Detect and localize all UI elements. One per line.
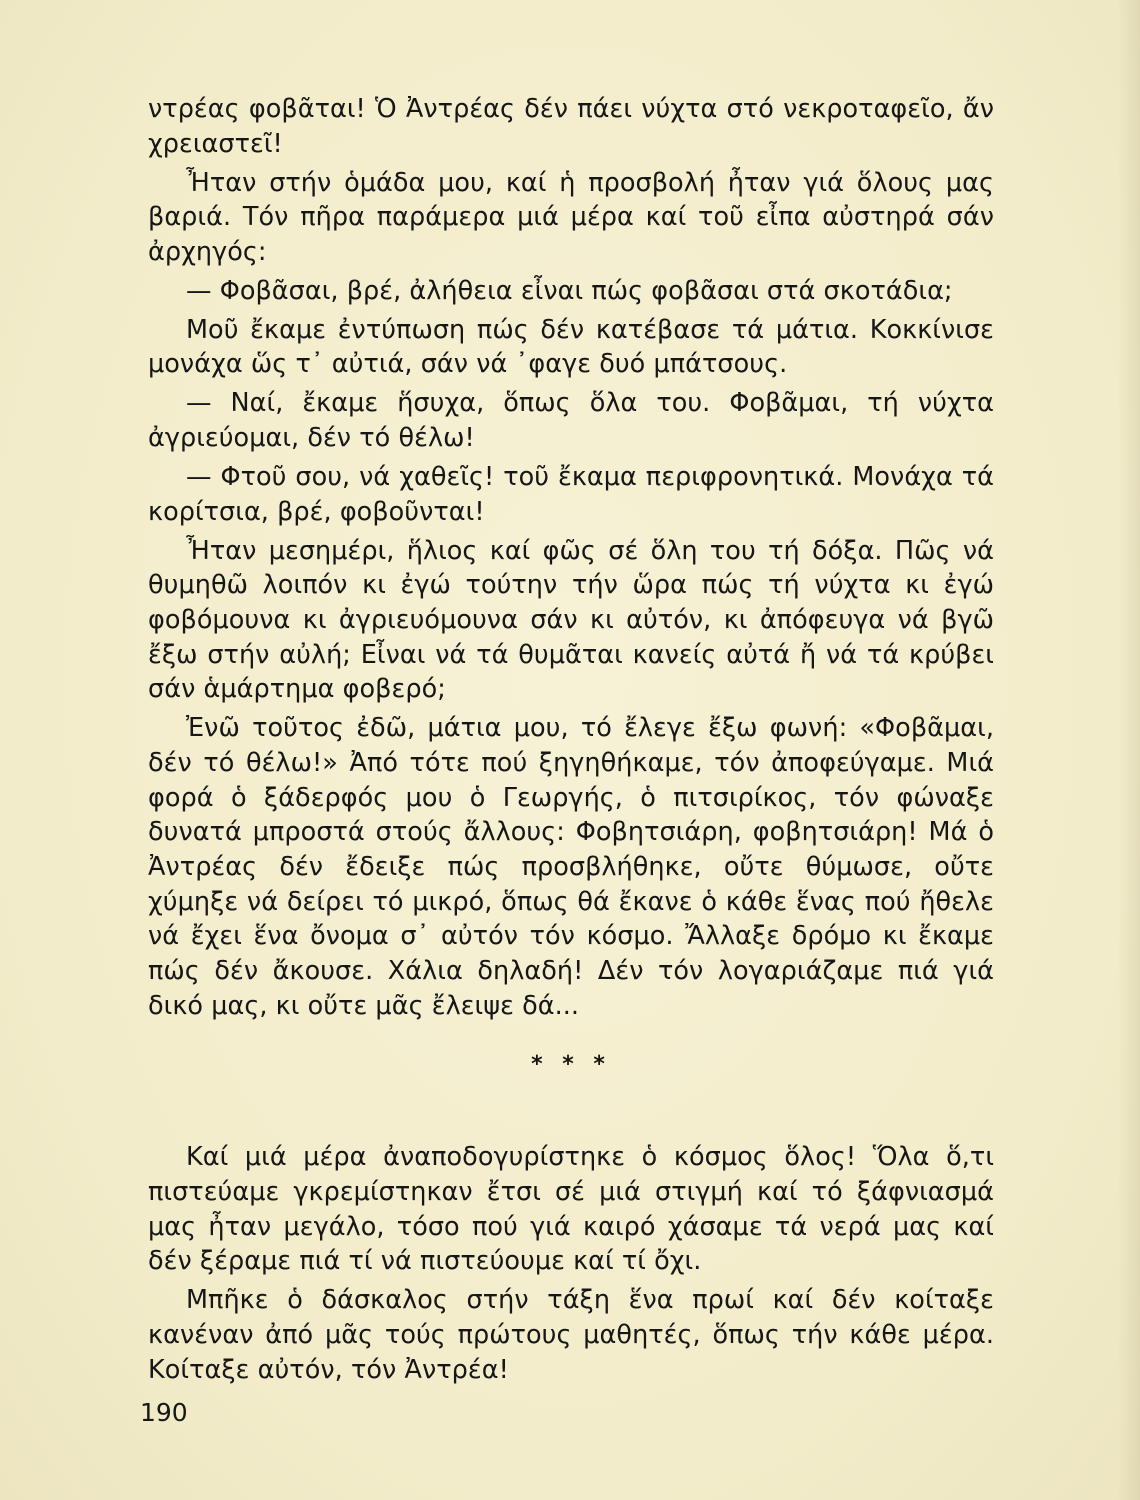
page-number: 190	[140, 1398, 188, 1427]
page-edge-shadow	[1118, 0, 1140, 1500]
paragraph-7: Ἦταν μεσημέρι, ἥλιος καί φῶς σέ ὅλη του τή δόξα. Πῶς νά θυμηθῶ λοιπόν κι ἐγώ τούτην τήν ὥρα πώς τή νύχτα κι ἐγώ φοβόμουνα κι ἀγριευόμουνα σάν κι αὐτόν, κι ἀπόφευγα νά βγῶ ἔξω στήν αὐλή; Εἶναι νά τά θυμᾶται κανείς αὐτά ἤ νά τά κρύβει σάν ἁμάρτημα φοβερό;	[148, 535, 994, 705]
paragraph-4: Μοῦ ἔκαμε ἐντύπωση πώς δέν κατέβασε τά μάτια. Κοκκίνισε μονάχα ὥς τ᾽ αὐτιά, σάν νά ᾽φαγε δυό μπάτσους.	[148, 314, 994, 380]
paragraph-5: — Ναί, ἔκαμε ἥσυχα, ὅπως ὅλα του. Φοβᾶμαι, τή νύχτα ἀγριεύομαι, δέν τό θέλω!	[148, 388, 994, 454]
paragraph-1: ντρέας φοβᾶται! Ὁ Ἀντρέας δέν πάει νύχτα στό νεκροταφεῖο, ἄν χρειαστεῖ!	[148, 94, 994, 159]
paragraph-3: — Φοβᾶσαι, βρέ, ἀλήθεια εἶναι πώς φοβᾶσαι στά σκοτάδια;	[186, 275, 953, 306]
paragraph-6: — Φτοῦ σου, νά χαθεῖς! τοῦ ἔκαμα περιφρονητικά. Μονάχα τά κορίτσια, βρέ, φοβοῦνται!	[148, 461, 994, 527]
paragraph-9: Καί μιά μέρα ἀναποδογυρίστηκε ὁ κόσμος ὅλος! Ὅλα ὅ,τι πιστεύαμε γκρεμίστηκαν ἔτσι σέ μιά στιγμή καί τό ξάφνιασμά μας ἦταν μεγάλο, τόσο πού γιά καιρό χάσαμε τά νερά μας καί δέν ξέραμε πιά τί νά πιστεύουμε καί τί ὄχι.	[148, 1142, 994, 1277]
paragraph-10: Μπῆκε ὁ δάσκαλος στήν τάξη ἕνα πρωί καί δέν κοίταξε κανέναν ἀπό μᾶς τούς πρώτους μαθητές, ὅπως τήν κάθε μέρα. Κοίταξε αὐτόν, τόν Ἀντρέα!	[148, 1285, 994, 1385]
paragraph-2: Ἦταν στήν ὁμάδα μου, καί ἡ προσβολή ἦταν γιά ὅλους μας βαριά. Τόν πῆρα παράμερα μιά μέρα καί τοῦ εἶπα αὐστηρά σάν ἀρχηγός:	[148, 167, 994, 267]
section-separator: * * *	[531, 1051, 611, 1077]
page-text-block	[148, 92, 994, 1392]
paragraph-8: Ἐνῶ τοῦτος ἐδῶ, μάτια μου, τό ἔλεγε ἔξω φωνή: «Φοβᾶμαι, δέν τό θέλω!» Ἀπό τότε πού ξηγηθήκαμε, τόν ἀποφεύγαμε. Μιά φορά ὁ ξάδερφός μου ὁ Γεωργής, ὁ πιτσιρίκος, τόν φώναξε δυνατά μπροστά στούς ἄλλους: Φοβητσιάρη, φοβητσιάρη! Μά ὁ Ἀντρέας δέν ἔδειξε πώς προσβλήθηκε, οὔτε θύμωσε, οὔτε χύμηξε νά δείρει τό μικρό, ὅπως θά ἔκανε ὁ κάθε ἕνας πού ἤθελε νά ἔχει ἕνα ὄνομα σ᾽ αὐτόν τόν κόσμο. Ἄλλαξε δρόμο κι ἔκαμε πώς δέν ἄκουσε. Χάλια δηλαδή! Δέν τόν λογαριάζαμε πιά γιά δικό μας, κι οὔτε μᾶς ἔλειψε δά...	[148, 713, 994, 1021]
